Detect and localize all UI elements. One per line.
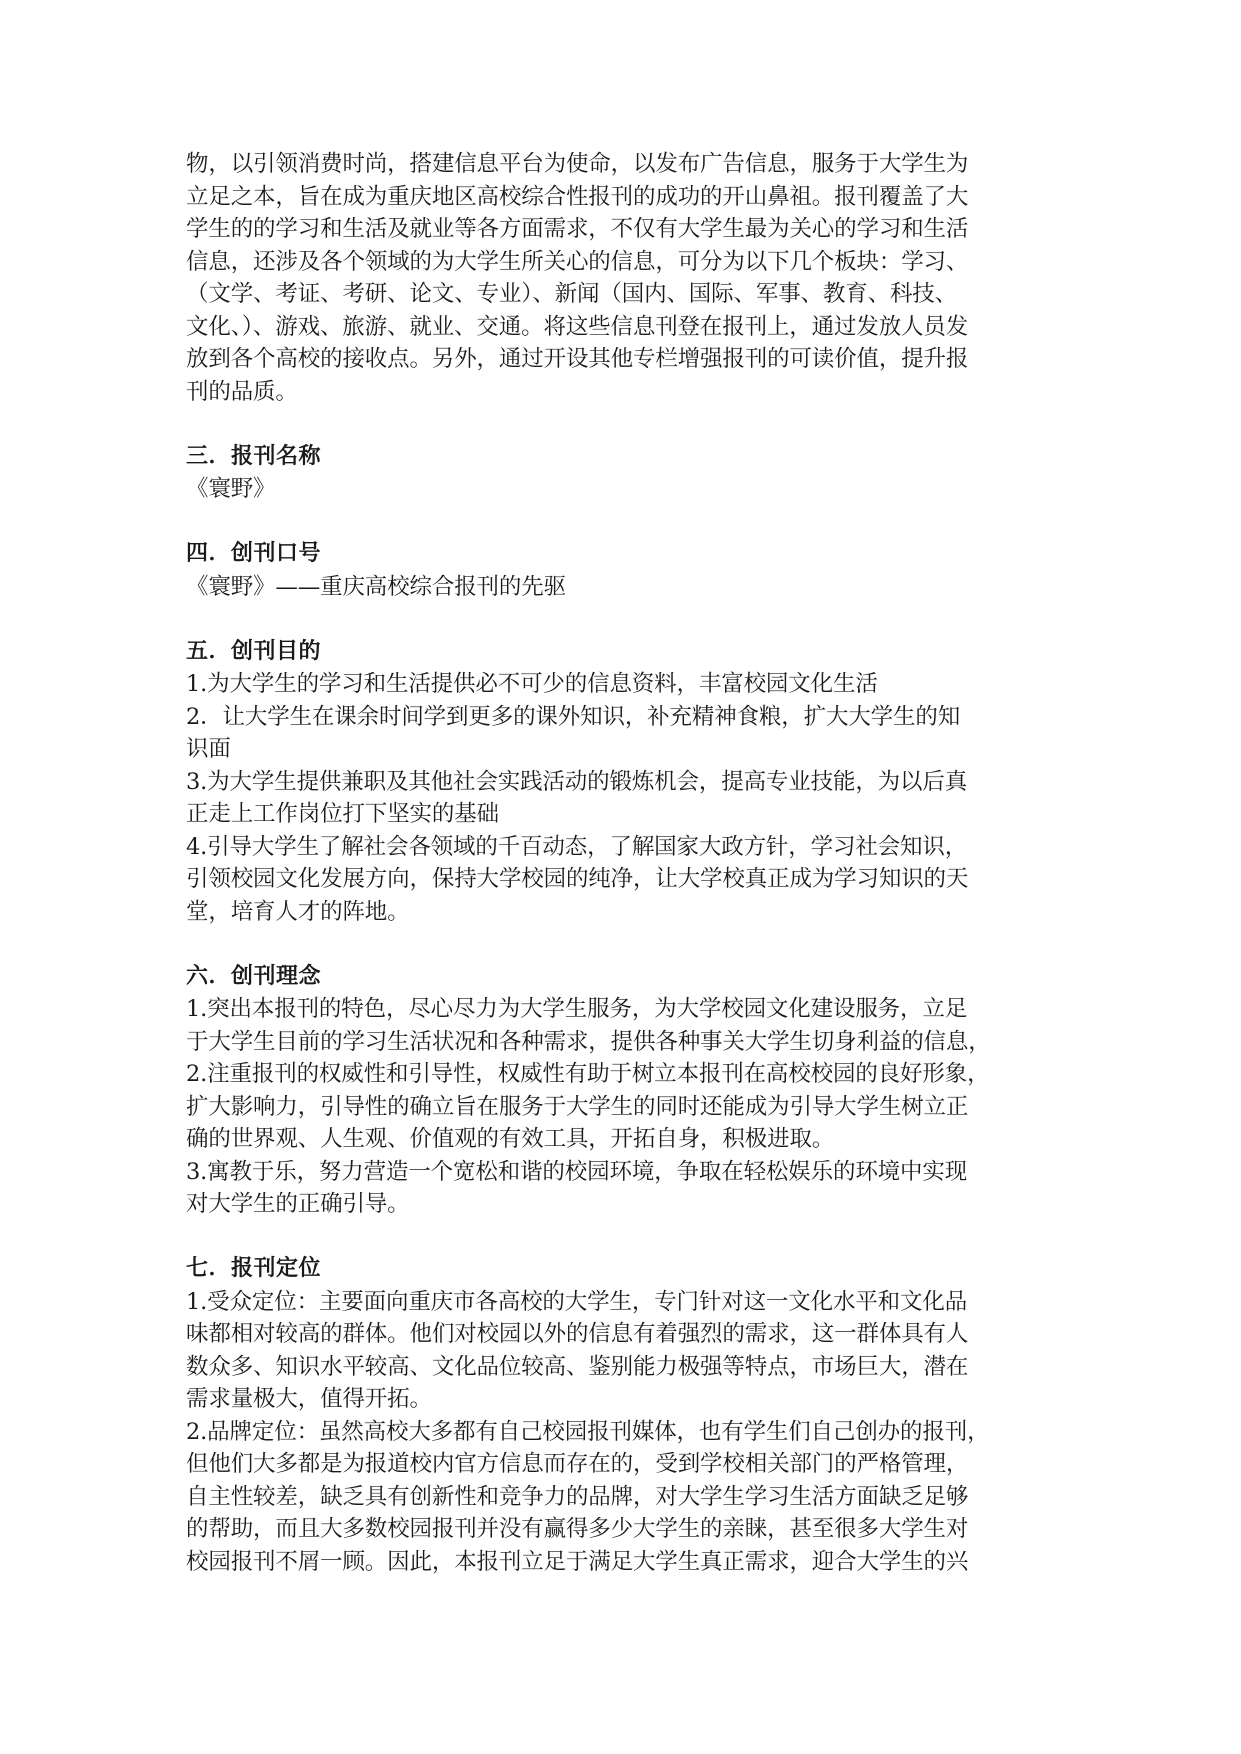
section-newspaper-name	[186, 441, 1056, 506]
text-line: 3.为大学生提供兼职及其他社会实践活动的锻炼机会，提高专业技能，为以后真	[186, 768, 968, 795]
text-line: 4.引导大学生了解社会各领域的千百动态，了解国家大政方针，学习社会知识，	[186, 833, 968, 860]
text-line: 校园报刊不屑一顾。因此，本报刊立足于满足大学生真正需求，迎合大学生的兴	[186, 1548, 969, 1575]
text-line: 2.品牌定位：虽然高校大多都有自己校园报刊媒体，也有学生们自己创办的报刊，	[186, 1418, 990, 1445]
paragraph-spacer	[186, 408, 1056, 441]
text-line: 1.突出本报刊的特色，尽心尽力为大学生服务，为大学校园文化建设服务，立足	[186, 996, 968, 1022]
text-line: 2.注重报刊的权威性和引导性，权威性有助于树立本报刊在高校校园的良好形象，	[186, 1061, 990, 1087]
text-line: 但他们大多都是为报道校内官方信息而存在的，受到学校相关部门的严格管理，	[186, 1451, 969, 1477]
text-line: 立足之本，旨在成为重庆地区高校综合性报刊的成功的开山鼻祖。报刊覆盖了大	[186, 183, 969, 210]
text-line: 1.为大学生的学习和生活提供必不可少的信息资料，丰富校园文化生活	[186, 671, 878, 697]
text-line: 刊的品质。	[186, 378, 298, 405]
intro-paragraph	[186, 148, 1056, 408]
text-line: 《寰野》——重庆高校综合报刊的先驱	[186, 573, 566, 600]
text-line: 学生的的学习和生活及就业等各方面需求，不仅有大学生最为关心的学习和生活	[186, 216, 969, 242]
section-heading: 六．创刊理念	[186, 963, 322, 989]
document-page	[186, 148, 1056, 1578]
text-line: 确的世界观、人生观、价值观的有效工具，开拓自身，积极进取。	[186, 1126, 835, 1152]
paragraph-spacer	[186, 928, 1056, 961]
text-line: 味都相对较高的群体。他们对校园以外的信息有着强烈的需求，这一群体具有人	[186, 1321, 969, 1347]
text-line: 信息，还涉及各个领域的为大学生所关心的信息，可分为以下几个板块：学习、	[186, 248, 969, 275]
section-positioning	[186, 1253, 1056, 1578]
text-line: 《寰野》	[186, 476, 276, 502]
section-heading: 三．报刊名称	[186, 443, 322, 469]
section-purpose	[186, 636, 1056, 929]
text-line: 2．让大学生在课余时间学到更多的课外知识，补充精神食粮，扩大大学生的知	[186, 703, 961, 730]
text-line: 放到各个高校的接收点。另外，通过开设其他专栏增强报刊的可读价值，提升报	[186, 346, 969, 372]
text-line: 识面	[186, 736, 231, 762]
text-line: 的帮助，而且大多数校园报刊并没有赢得多少大学生的亲睐，甚至很多大学生对	[186, 1516, 969, 1542]
text-line: 物，以引领消费时尚，搭建信息平台为使命，以发布广告信息，服务于大学生为	[186, 151, 969, 177]
section-heading: 四．创刊口号	[186, 541, 322, 566]
text-line: 引领校园文化发展方向，保持大学校园的纯净，让大学校真正成为学习知识的天	[186, 866, 969, 892]
text-line: 1.受众定位：主要面向重庆市各高校的大学生，专门针对这一文化水平和文化品	[186, 1288, 968, 1315]
text-line: 正走上工作岗位打下坚实的基础	[186, 801, 499, 827]
text-line: 需求量极大，值得开拓。	[186, 1386, 432, 1412]
section-heading: 五．创刊目的	[186, 638, 322, 664]
paragraph-spacer	[186, 506, 1056, 539]
text-line: 扩大影响力，引导性的确立旨在服务于大学生的同时还能成为引导大学生树立正	[186, 1093, 969, 1120]
section-slogan	[186, 538, 1056, 603]
text-line: 自主性较差，缺乏具有创新性和竞争力的品牌，对大学生学习生活方面缺乏足够	[186, 1483, 969, 1510]
section-heading: 七．报刊定位	[186, 1256, 322, 1281]
section-philosophy	[186, 961, 1056, 1221]
paragraph-spacer	[186, 603, 1056, 636]
text-line: 数众多、知识水平较高、文化品位较高、鉴别能力极强等特点，市场巨大，潜在	[186, 1353, 969, 1380]
text-line: （文学、考证、考研、论文、专业）、新闻（国内、国际、军事、教育、科技、	[186, 281, 958, 307]
text-line: 堂，培育人才的阵地。	[186, 898, 410, 925]
text-line: 文化、）、游戏、旅游、就业、交通。将这些信息刊登在报刊上，通过发放人员发	[186, 313, 969, 340]
paragraph-spacer	[186, 1221, 1056, 1254]
text-line: 于大学生目前的学习生活状况和各种需求，提供各种事关大学生切身利益的信息，	[186, 1028, 991, 1055]
text-line: 3.寓教于乐，努力营造一个宽松和谐的校园环境，争取在轻松娱乐的环境中实现	[186, 1158, 968, 1185]
text-line: 对大学生的正确引导。	[186, 1191, 410, 1217]
